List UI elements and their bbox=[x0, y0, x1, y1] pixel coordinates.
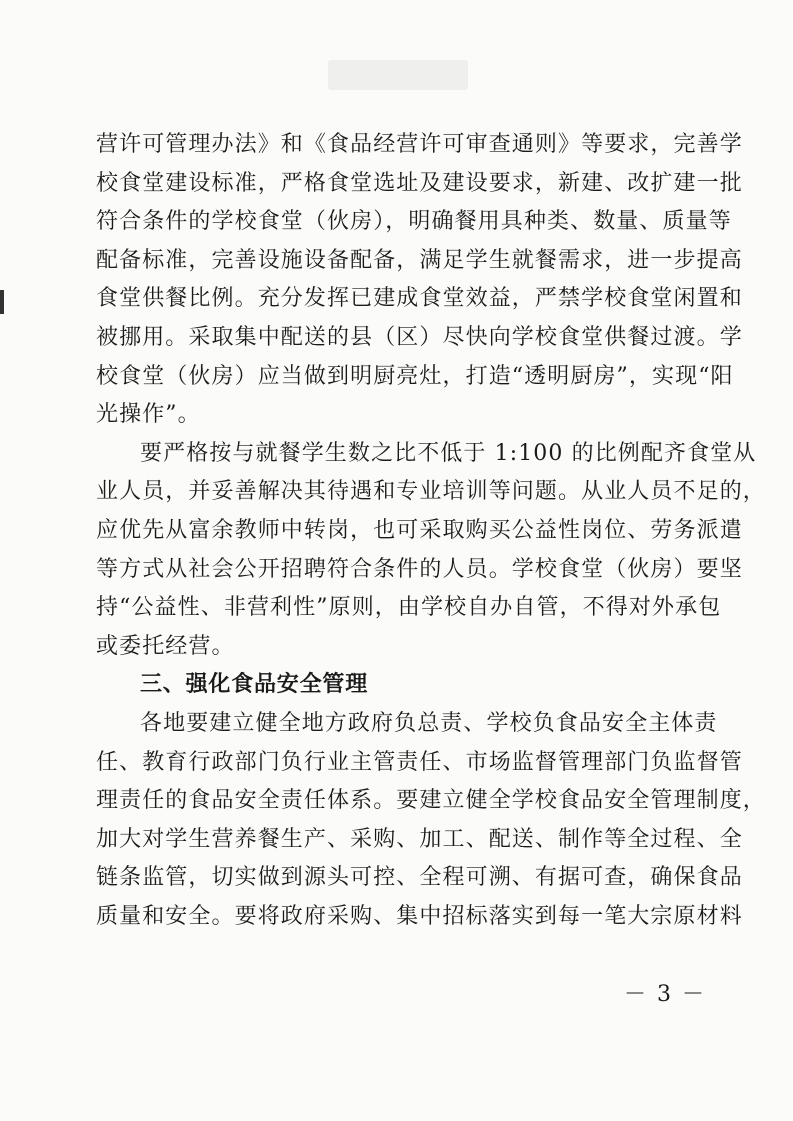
paragraph-line: 配备标准，完善设施设备配备，满足学生就餐需求，进一步提高 bbox=[96, 247, 743, 273]
paragraph-line: 链条监管，切实做到源头可控、全程可溯、有据可查，确保食品 bbox=[96, 865, 743, 891]
paragraph-line: 被挪用。采取集中配送的县（区）尽快向学校食堂供餐过渡。学 bbox=[96, 324, 743, 350]
page-number: － 3 － bbox=[624, 982, 706, 1007]
paragraph-line: 或委托经营。 bbox=[96, 633, 235, 659]
paragraph-line: 等方式从社会公开招聘符合条件的人员。学校食堂（伙房）要坚 bbox=[96, 556, 743, 582]
paragraph-line: 营许可管理办法》和《食品经营许可审查通则》等要求，完善学 bbox=[96, 132, 743, 157]
paragraph-line: 校食堂建设标准，严格食堂选址及建设要求，新建、改扩建一批 bbox=[96, 170, 743, 196]
binding-edge-mark bbox=[0, 290, 4, 314]
paragraph-line: 业人员，并妥善解决其待遇和专业培训等问题。从业人员不足的， bbox=[96, 479, 766, 505]
paragraph-line: 加大对学生营养餐生产、采购、加工、配送、制作等全过程、全 bbox=[96, 826, 743, 852]
paragraph-line: 理责任的食品安全责任体系。要建立健全学校食品安全管理制度， bbox=[96, 788, 766, 814]
paragraph-line: 应优先从富余教师中转岗，也可采取购买公益性岗位、劳务派遣 bbox=[96, 517, 743, 543]
paragraph-line: 各地要建立健全地方政府负总责、学校负食品安全主体责 bbox=[140, 710, 718, 736]
paragraph-line: 质量和安全。要将政府采购、集中招标落实到每一笔大宗原材料 bbox=[96, 903, 743, 929]
paragraph-line: 符合条件的学校食堂（伙房），明确餐用具种类、数量、质量等 bbox=[96, 209, 732, 235]
paragraph-line: 食堂供餐比例。充分发挥已建成食堂效益，严禁学校食堂闲置和 bbox=[96, 286, 743, 312]
paragraph-line: 校食堂（伙房）应当做到明厨亮灶，打造“透明厨房”，实现“阳 bbox=[96, 363, 734, 389]
paragraph-line: 持“公益性、非营利性”原则，由学校自办自管，不得对外承包 bbox=[96, 595, 722, 621]
body-text bbox=[96, 126, 766, 936]
section-heading: 三、强化食品安全管理 bbox=[140, 672, 369, 698]
paragraph-line: 任、教育行政部门负行业主管责任、市场监督管理部门负监督管 bbox=[96, 749, 743, 775]
faded-stamp-mark bbox=[328, 60, 468, 90]
paragraph-line: 要严格按与就餐学生数之比不低于 1:100 的比例配齐食堂从 bbox=[140, 440, 757, 466]
paragraph-line: 光操作”。 bbox=[96, 402, 201, 428]
